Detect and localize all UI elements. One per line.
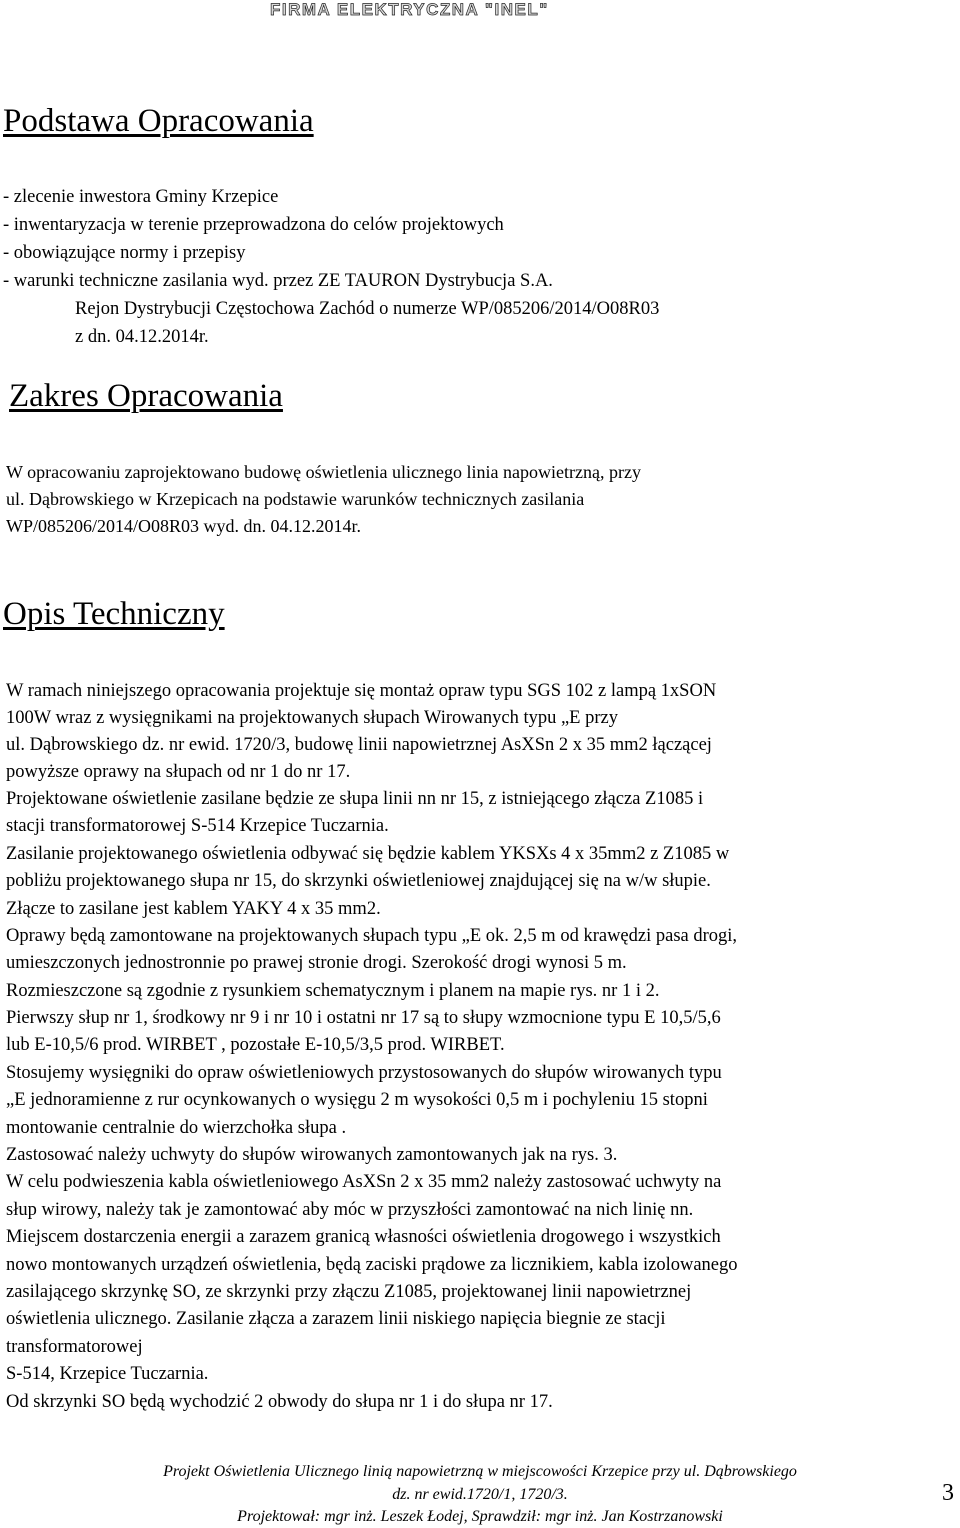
paragraph-line: Pierwszy słup nr 1, środkowy nr 9 i nr 10 i ostatni nr 17 są to słupy wzmocnione typu E 10,5/5,6 [6, 1008, 721, 1028]
paragraph-line: nowo montowanych urządzeń oświetlenia, będą zaciski prądowe za licznikiem, kabla izolowanego [6, 1255, 738, 1275]
paragraph-line: ul. Dąbrowskiego w Krzepicach na podstawie warunków technicznych zasilania [6, 489, 585, 509]
list-item: Rejon Dystrybucji Częstochowa Zachód o numerze WP/085206/2014/O08R03 [75, 299, 660, 319]
paragraph-line: Zastosować należy uchwyty do słupów wirowanych zamontowanych jak na rys. 3. [6, 1145, 618, 1165]
paragraph-line: ul. Dąbrowskiego dz. nr ewid. 1720/3, budowę linii napowietrznej AsXSn 2 x 35 mm2 łączącej [6, 735, 712, 755]
paragraph-line: zasilającego skrzynkę SO, ze skrzynki przy złączu Z1085, projektowanej linii napowietrznej [6, 1282, 692, 1302]
list-item: - obowiązujące normy i przepisy [3, 243, 246, 263]
footer-parcel-numbers: dz. nr ewid.1720/1, 1720/3. [392, 1486, 568, 1503]
footer-authors: Projektował: mgr inż. Leszek Łodej, Sprawdził: mgr inż. Jan Kostrzanowski [237, 1508, 723, 1525]
paragraph-line: pobliżu projektowanego słupa nr 15, do skrzynki oświetleniowej znajdującej się na w/w słupie. [6, 871, 711, 891]
paragraph-line: Od skrzynki SO będą wychodzić 2 obwody do słupa nr 1 i do słupa nr 17. [6, 1392, 553, 1412]
paragraph-line: Zasilanie projektowanego oświetlenia odbywać się będzie kablem YKSXs 4 x 35mm2 z Z1085 w [6, 844, 730, 864]
paragraph-line: słup wirowy, należy tak je zamontować aby móc w przyszłości zamontować na nich linię nn. [6, 1200, 694, 1220]
paragraph-line: „E jednoramienne z rur ocynkowanych o wysięgu 2 m wysokości 0,5 m i pochyleniu 15 stopni [6, 1090, 708, 1110]
paragraph-line: S-514, Krzepice Tuczarnia. [6, 1364, 209, 1384]
paragraph-line: WP/085206/2014/O08R03 wyd. dn. 04.12.2014r. [6, 516, 362, 536]
section-title-opis: Opis Techniczny [3, 596, 225, 632]
paragraph-line: stacji transformatorowej S-514 Krzepice Tuczarnia. [6, 816, 389, 836]
paragraph-line: W ramach niniejszego opracowania projektuje się montaż opraw typu SGS 102 z lampą 1xSON [6, 681, 717, 701]
paragraph-line: transformatorowej [6, 1337, 143, 1357]
paragraph-line: Rozmieszczone są zgodnie z rysunkiem schematycznym i planem na mapie rys. nr 1 i 2. [6, 981, 660, 1001]
paragraph-line: Złącze to zasilane jest kablem YAKY 4 x 35 mm2. [6, 899, 381, 919]
paragraph-line: Miejscem dostarczenia energii a zarazem granicą własności oświetlenia drogowego i wszystkich [6, 1227, 721, 1247]
list-item: z dn. 04.12.2014r. [75, 327, 209, 347]
paragraph-line: 100W wraz z wysięgnikami na projektowanych słupach Wirowanych typu „E przy [6, 708, 618, 728]
list-item: - zlecenie inwestora Gminy Krzepice [3, 187, 279, 207]
paragraph-line: Projektowane oświetlenie zasilane będzie ze słupa linii nn nr 15, z istniejącego złącza Z1085 i [6, 789, 704, 809]
section-title-zakres: Zakres Opracowania [9, 378, 283, 414]
footer-project-title: Projekt Oświetlenia Ulicznego linią napowietrzną w miejscowości Krzepice przy ul. Dąbrowskiego [163, 1463, 797, 1480]
paragraph-line: montowanie centralnie do wierzchołka słupa . [6, 1118, 347, 1138]
page-number: 3 [942, 1480, 954, 1506]
paragraph-line: Stosujemy wysięgniki do opraw oświetleniowych przystosowanych do słupów wirowanych typu [6, 1063, 722, 1083]
section-title-podstawa: Podstawa Opracowania [3, 103, 314, 139]
paragraph-line: powyższe oprawy na słupach od nr 1 do nr 17. [6, 762, 351, 782]
paragraph-line: Oprawy będą zamontowane na projektowanych słupach typu „E ok. 2,5 m od krawędzi pasa drogi, [6, 926, 738, 946]
paragraph-line: lub E-10,5/6 prod. WIRBET , pozostałe E-10,5/3,5 prod. WIRBET. [6, 1035, 505, 1055]
paragraph-line: W opracowaniu zaprojektowano budowę oświetlenia ulicznego linia napowietrzną, przy [6, 462, 641, 482]
list-item: - warunki techniczne zasilania wyd. przez ZE TAURON Dystrybucja S.A. [3, 271, 553, 291]
paragraph-line: umieszczonych jednostronnie po prawej stronie drogi. Szerokość drogi wynosi 5 m. [6, 953, 627, 973]
list-item: - inwentaryzacja w terenie przeprowadzona do celów projektowych [3, 215, 504, 235]
paragraph-line: W celu podwieszenia kabla oświetleniowego AsXSn 2 x 35 mm2 należy zastosować uchwyty na [6, 1172, 722, 1192]
company-header: FIRMA ELEKTRYCZNA "INEL" [270, 0, 549, 19]
paragraph-line: oświetlenia ulicznego. Zasilanie złącza a zarazem linii niskiego napięcia biegnie ze stacji [6, 1309, 666, 1329]
